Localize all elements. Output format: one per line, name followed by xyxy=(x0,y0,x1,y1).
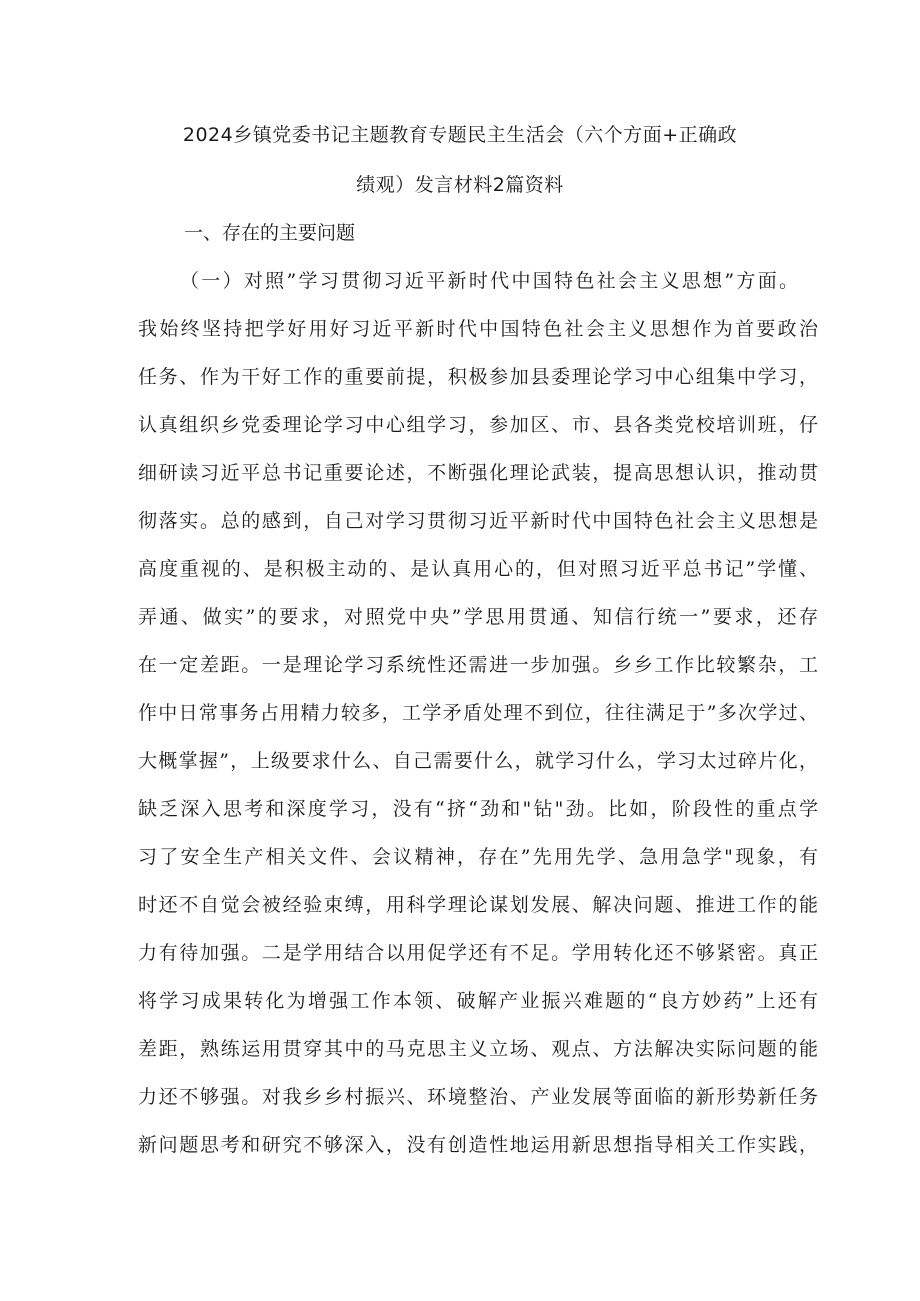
paragraph-line: 细研读习近平总书记重要论述，不断强化理论武装，提高思想认识，推动贯 xyxy=(138,462,818,484)
paragraph-line: 时还不自觉会被经验束缚，用科学理论谋划发展、解决问题、推进工作的能 xyxy=(138,894,818,916)
section-heading: 一、存在的主要问题 xyxy=(184,222,356,244)
paragraph-line: 彻落实。总的感到，自己对学习贯彻习近平新时代中国特色社会主义思想是 xyxy=(138,510,818,532)
paragraph-line: 差距，熟练运用贯穿其中的马克思主义立场、观点、方法解决实际问题的能 xyxy=(138,1038,818,1060)
paragraph-line: 力有待加强。二是学用结合以用促学还有不足。学用转化还不够紧密。真正 xyxy=(138,942,818,964)
paragraph-line: 我始终坚持把学好用好习近平新时代中国特色社会主义思想作为首要政治 xyxy=(138,318,818,340)
document-title-line-1: 2024乡镇党委书记主题教育专题民主生活会（六个方面+正确政 xyxy=(182,124,738,146)
paragraph-line: 缺乏深入思考和深度学习，没有“挤“劲和"钻"劲。比如，阶段性的重点学 xyxy=(138,798,818,820)
paragraph-line: 高度重视的、是积极主动的、是认真用心的，但对照习近平总书记”学懂、 xyxy=(138,558,818,580)
paragraph-line: 新问题思考和研究不够深入，没有创造性地运用新思想指导相关工作实践， xyxy=(138,1134,818,1156)
paragraph-line: 大概掌握”，上级要求什么、自己需要什么，就学习什么，学习太过碎片化， xyxy=(138,750,818,772)
paragraph-line: 任务、作为干好工作的重要前提，积极参加县委理论学习中心组集中学习， xyxy=(138,366,818,388)
paragraph-line: （一）对照”学习贯彻习近平新时代中国特色社会主义思想”方面。 xyxy=(180,270,798,292)
paragraph-line: 将学习成果转化为增强工作本领、破解产业振兴难题的“良方妙药”上还有 xyxy=(138,990,818,1012)
paragraph-line: 弄通、做实”的要求，对照党中央”学思用贯通、知信行统一”要求，还存 xyxy=(138,606,818,628)
paragraph-line: 在一定差距。一是理论学习系统性还需进一步加强。乡乡工作比较繁杂，工 xyxy=(138,654,818,676)
paragraph-line: 习了安全生产相关文件、会议精神，存在”先用先学、急用急学"现象，有 xyxy=(138,846,818,868)
paragraph-line: 作中日常事务占用精力较多，工学矛盾处理不到位，往往满足于”多次学过、 xyxy=(138,702,818,724)
paragraph-line: 力还不够强。对我乡乡村振兴、环境整治、产业发展等面临的新形势新任务 xyxy=(138,1086,818,1108)
paragraph-line: 认真组织乡党委理论学习中心组学习，参加区、市、县各类党校培训班，仔 xyxy=(138,414,818,436)
document-title-line-2: 绩观）发言材料2篇资料 xyxy=(356,174,564,196)
